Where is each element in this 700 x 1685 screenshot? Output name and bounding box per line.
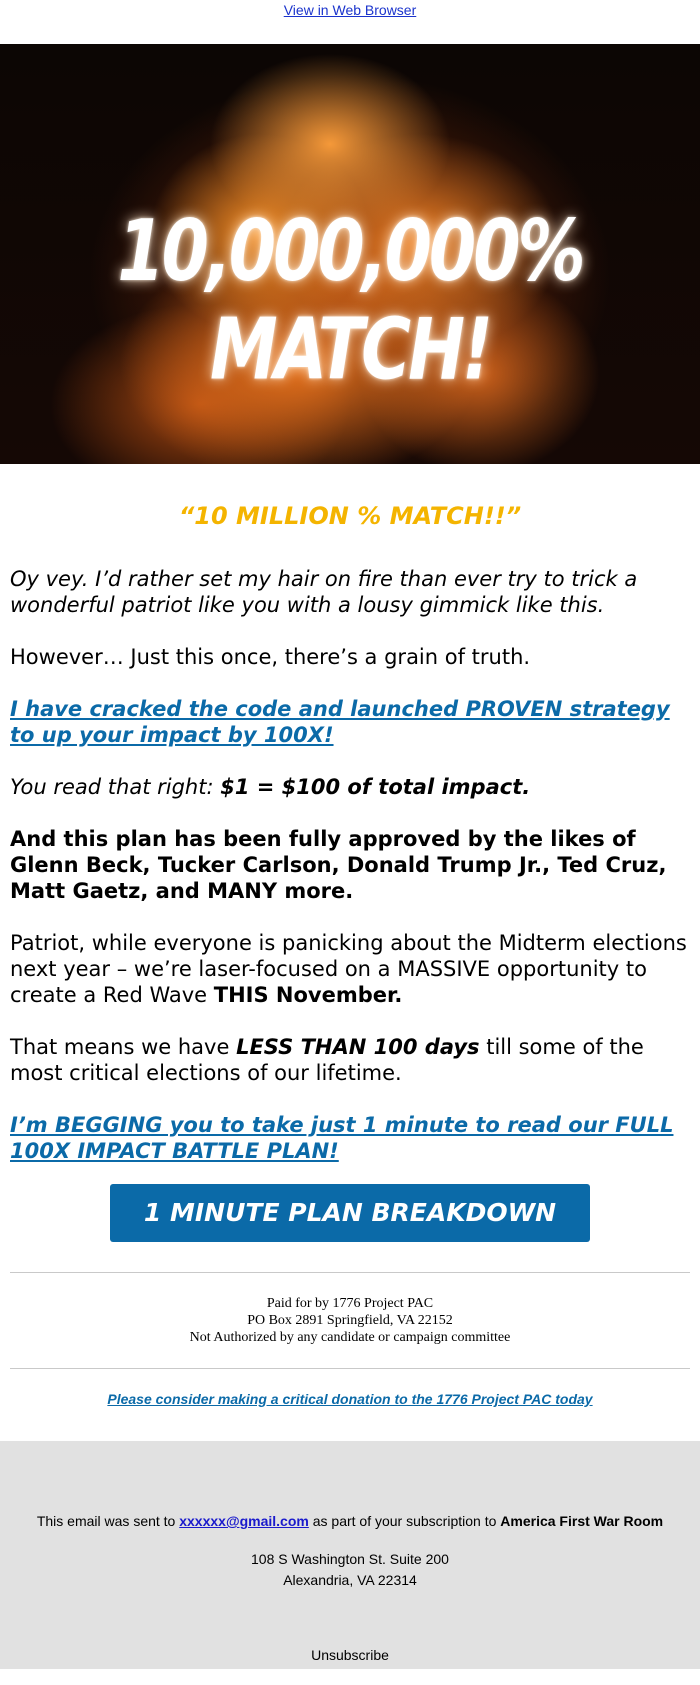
paragraph-grain-of-truth: However… Just this once, there’s a grain of truth. — [10, 645, 531, 669]
cta-wrapper — [10, 1184, 690, 1242]
footer — [0, 1441, 700, 1669]
recipient-email-link[interactable]: xxxxxx@gmail.com — [179, 1513, 309, 1529]
address-line-2: Alexandria, VA 22314 — [283, 1572, 417, 1588]
plan-breakdown-button[interactable]: 1 MINUTE PLAN BREAKDOWN — [110, 1184, 590, 1242]
paid-for-line-1: Paid for by 1776 Project PAC — [266, 1296, 434, 1311]
paragraph-approved: And this plan has been fully approved by the likes of Glenn Beck, Tucker Carlson, Donald Trump Jr., Ted Cruz, Matt Gaetz, and MANY more. — [10, 827, 667, 903]
this-november: THIS November. — [213, 983, 403, 1007]
deadline-pre: That means we have — [10, 1035, 237, 1059]
mailing-address — [0, 1549, 700, 1591]
red-wave-text: Patriot, while everyone is panicking about the Midterm elections next year – we’re laser-focused on a MASSIVE opportunity to create a Red Wave — [10, 931, 687, 1007]
subscription-text: as part of your subscription to — [308, 1513, 501, 1529]
paragraph-intro: Oy vey. I’d rather set my hair on fire than ever try to trick a wonderful patriot like you with a lousy gimmick like this. — [10, 567, 638, 617]
paragraph-code-link — [10, 696, 690, 748]
read-right-text: You read that right: — [10, 775, 221, 799]
list-name: America First War Room — [500, 1513, 664, 1529]
paragraph-red-wave — [10, 930, 690, 1008]
subscription-notice — [0, 1513, 700, 1529]
address-line-1: 108 S Washington St. Suite 200 — [251, 1551, 449, 1567]
deadline-post: till some of the most critical elections of our lifetime. — [10, 1035, 644, 1085]
sent-to-text: This email was sent to — [36, 1513, 180, 1529]
battle-plan-link[interactable]: I’m BEGGING you to take just 1 minute to read our FULL 100X IMPACT BATTLE PLAN! — [10, 1113, 674, 1163]
hero-banner — [0, 44, 700, 464]
email-body — [0, 502, 700, 1441]
view-in-browser-link[interactable]: View in Web Browser — [283, 2, 417, 18]
hero-title: 10,000,000% MATCH! — [117, 202, 583, 400]
deadline-bold: LESS THAN 100 days — [236, 1035, 480, 1059]
cracked-code-link[interactable]: I have cracked the code and launched PROVEN strategy to up your impact by 100X! — [10, 697, 670, 747]
headline-quote: “10 MILLION % MATCH!!” — [178, 502, 522, 530]
paid-for-line-3: Not Authorized by any candidate or campaign committee — [189, 1330, 511, 1345]
paragraph-deadline — [10, 1034, 690, 1086]
paid-for-line-2: PO Box 2891 Springfield, VA 22152 — [247, 1313, 453, 1328]
paid-for-disclaimer — [10, 1273, 690, 1368]
paragraph-read-right — [10, 774, 690, 800]
unsubscribe-link[interactable]: Unsubscribe — [311, 1647, 389, 1663]
impact-ratio: $1 = $100 of total impact. — [220, 775, 531, 799]
donate-link[interactable]: Please consider making a critical donation to the 1776 Project PAC today — [107, 1391, 593, 1407]
top-bar — [0, 0, 700, 44]
donate-section — [10, 1369, 690, 1441]
paragraph-begging-link — [10, 1112, 690, 1164]
